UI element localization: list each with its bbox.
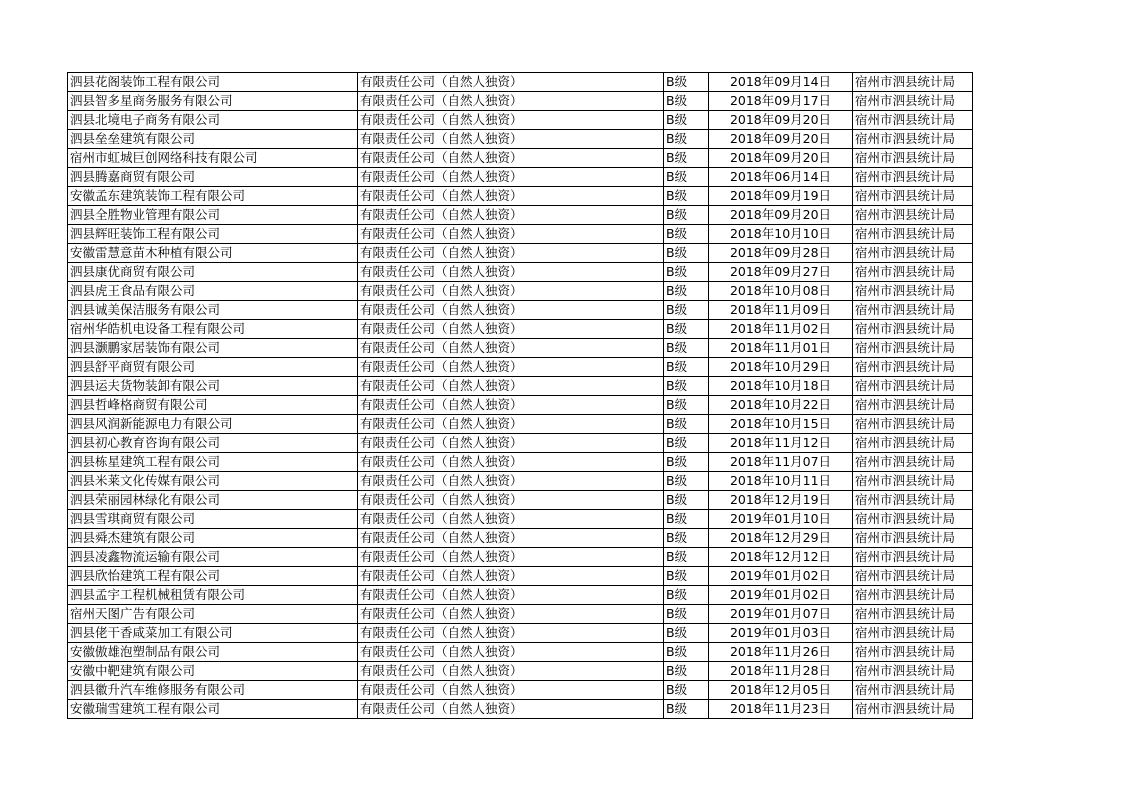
assessment-date-cell: 2018年11月07日: [709, 453, 853, 472]
company-type-cell: 有限责任公司（自然人独资）: [358, 643, 664, 662]
assessment-date-cell: 2018年11月26日: [709, 643, 853, 662]
company-name-cell: 泗县风润新能源电力有限公司: [68, 415, 358, 434]
credit-grade-cell: B级: [664, 472, 709, 491]
company-name-cell: 泗县哲峰格商贸有限公司: [68, 396, 358, 415]
authority-cell: 宿州市泗县统计局: [853, 681, 973, 700]
table-row: [68, 301, 973, 320]
table-row: [68, 206, 973, 225]
credit-grade-cell: B级: [664, 415, 709, 434]
credit-grade-cell: B级: [664, 187, 709, 206]
table-row: [68, 624, 973, 643]
table-row: [68, 187, 973, 206]
table-row: [68, 700, 973, 719]
credit-grade-cell: B级: [664, 149, 709, 168]
company-name-cell: 泗县荣丽园林绿化有限公司: [68, 491, 358, 510]
assessment-date-cell: 2018年10月18日: [709, 377, 853, 396]
assessment-date-cell: 2018年10月10日: [709, 225, 853, 244]
company-name-cell: 泗县初心教育咨询有限公司: [68, 434, 358, 453]
company-name-cell: 泗县佬干香咸菜加工有限公司: [68, 624, 358, 643]
credit-grade-cell: B级: [664, 681, 709, 700]
table-row: [68, 453, 973, 472]
authority-cell: 宿州市泗县统计局: [853, 415, 973, 434]
company-type-cell: 有限责任公司（自然人独资）: [358, 700, 664, 719]
table-row: [68, 681, 973, 700]
company-name-cell: 宿州华皓机电设备工程有限公司: [68, 320, 358, 339]
credit-grade-cell: B级: [664, 244, 709, 263]
assessment-date-cell: 2018年11月09日: [709, 301, 853, 320]
credit-grade-cell: B级: [664, 73, 709, 92]
company-name-cell: 泗县智多星商务服务有限公司: [68, 92, 358, 111]
assessment-date-cell: 2018年10月22日: [709, 396, 853, 415]
table-row: [68, 567, 973, 586]
assessment-date-cell: 2018年09月27日: [709, 263, 853, 282]
credit-grade-cell: B级: [664, 206, 709, 225]
company-name-cell: 泗县舜杰建筑有限公司: [68, 529, 358, 548]
table-row: [68, 548, 973, 567]
assessment-date-cell: 2019年01月07日: [709, 605, 853, 624]
assessment-date-cell: 2019年01月02日: [709, 586, 853, 605]
table-row: [68, 111, 973, 130]
company-name-cell: 宿州市虹城巨创网络科技有限公司: [68, 149, 358, 168]
company-type-cell: 有限责任公司（自然人独资）: [358, 263, 664, 282]
credit-grade-cell: B级: [664, 282, 709, 301]
credit-grade-cell: B级: [664, 586, 709, 605]
company-name-cell: 泗县诚美保洁服务有限公司: [68, 301, 358, 320]
company-type-cell: 有限责任公司（自然人独资）: [358, 187, 664, 206]
assessment-date-cell: 2018年11月02日: [709, 320, 853, 339]
company-type-cell: 有限责任公司（自然人独资）: [358, 624, 664, 643]
assessment-date-cell: 2018年09月20日: [709, 206, 853, 225]
authority-cell: 宿州市泗县统计局: [853, 73, 973, 92]
assessment-date-cell: 2018年11月23日: [709, 700, 853, 719]
assessment-date-cell: 2018年10月11日: [709, 472, 853, 491]
authority-cell: 宿州市泗县统计局: [853, 624, 973, 643]
assessment-date-cell: 2018年12月19日: [709, 491, 853, 510]
company-type-cell: 有限责任公司（自然人独资）: [358, 662, 664, 681]
authority-cell: 宿州市泗县统计局: [853, 529, 973, 548]
table-row: [68, 586, 973, 605]
authority-cell: 宿州市泗县统计局: [853, 301, 973, 320]
authority-cell: 宿州市泗县统计局: [853, 358, 973, 377]
company-type-cell: 有限责任公司（自然人独资）: [358, 491, 664, 510]
assessment-date-cell: 2018年12月12日: [709, 548, 853, 567]
credit-grade-cell: B级: [664, 225, 709, 244]
credit-grade-table: [67, 72, 973, 719]
table-row: [68, 434, 973, 453]
assessment-date-cell: 2019年01月02日: [709, 567, 853, 586]
table-row: [68, 510, 973, 529]
company-type-cell: 有限责任公司（自然人独资）: [358, 377, 664, 396]
company-type-cell: 有限责任公司（自然人独资）: [358, 301, 664, 320]
credit-grade-cell: B级: [664, 491, 709, 510]
authority-cell: 宿州市泗县统计局: [853, 263, 973, 282]
company-type-cell: 有限责任公司（自然人独资）: [358, 472, 664, 491]
authority-cell: 宿州市泗县统计局: [853, 339, 973, 358]
table-row: [68, 472, 973, 491]
company-type-cell: 有限责任公司（自然人独资）: [358, 529, 664, 548]
company-type-cell: 有限责任公司（自然人独资）: [358, 149, 664, 168]
table-row: [68, 415, 973, 434]
assessment-date-cell: 2018年11月01日: [709, 339, 853, 358]
company-type-cell: 有限责任公司（自然人独资）: [358, 225, 664, 244]
table-row: [68, 662, 973, 681]
table-row: [68, 605, 973, 624]
table-row: [68, 244, 973, 263]
company-name-cell: 泗县运夫货物装卸有限公司: [68, 377, 358, 396]
company-name-cell: 泗县雪琪商贸有限公司: [68, 510, 358, 529]
assessment-date-cell: 2018年09月20日: [709, 130, 853, 149]
table-body: [68, 73, 973, 719]
authority-cell: 宿州市泗县统计局: [853, 605, 973, 624]
company-name-cell: 泗县北境电子商务有限公司: [68, 111, 358, 130]
credit-grade-cell: B级: [664, 358, 709, 377]
authority-cell: 宿州市泗县统计局: [853, 187, 973, 206]
authority-cell: 宿州市泗县统计局: [853, 700, 973, 719]
credit-grade-cell: B级: [664, 529, 709, 548]
company-name-cell: 泗县孟宇工程机械租赁有限公司: [68, 586, 358, 605]
table-row: [68, 168, 973, 187]
company-name-cell: 安徽孟东建筑装饰工程有限公司: [68, 187, 358, 206]
credit-grade-cell: B级: [664, 92, 709, 111]
assessment-date-cell: 2018年11月12日: [709, 434, 853, 453]
company-name-cell: 安徽傲雄泡塑制品有限公司: [68, 643, 358, 662]
authority-cell: 宿州市泗县统计局: [853, 643, 973, 662]
credit-grade-cell: B级: [664, 510, 709, 529]
company-type-cell: 有限责任公司（自然人独资）: [358, 73, 664, 92]
table-row: [68, 491, 973, 510]
company-name-cell: 安徽雷慧意苗木种植有限公司: [68, 244, 358, 263]
assessment-date-cell: 2018年09月19日: [709, 187, 853, 206]
company-type-cell: 有限责任公司（自然人独资）: [358, 168, 664, 187]
assessment-date-cell: 2018年09月28日: [709, 244, 853, 263]
company-name-cell: 安徽瑞雪建筑工程有限公司: [68, 700, 358, 719]
company-name-cell: 泗县米莱文化传媒有限公司: [68, 472, 358, 491]
table-row: [68, 358, 973, 377]
credit-grade-cell: B级: [664, 624, 709, 643]
table-row: [68, 339, 973, 358]
company-name-cell: 泗县全胜物业管理有限公司: [68, 206, 358, 225]
authority-cell: 宿州市泗县统计局: [853, 149, 973, 168]
table-row: [68, 377, 973, 396]
company-type-cell: 有限责任公司（自然人独资）: [358, 453, 664, 472]
credit-grade-cell: B级: [664, 396, 709, 415]
authority-cell: 宿州市泗县统计局: [853, 206, 973, 225]
company-name-cell: 宿州天图广告有限公司: [68, 605, 358, 624]
authority-cell: 宿州市泗县统计局: [853, 491, 973, 510]
credit-grade-cell: B级: [664, 548, 709, 567]
company-name-cell: 泗县花阁装饰工程有限公司: [68, 73, 358, 92]
company-type-cell: 有限责任公司（自然人独资）: [358, 586, 664, 605]
company-name-cell: 泗县徽升汽车维修服务有限公司: [68, 681, 358, 700]
credit-grade-cell: B级: [664, 453, 709, 472]
company-type-cell: 有限责任公司（自然人独资）: [358, 320, 664, 339]
company-type-cell: 有限责任公司（自然人独资）: [358, 415, 664, 434]
assessment-date-cell: 2018年12月05日: [709, 681, 853, 700]
authority-cell: 宿州市泗县统计局: [853, 130, 973, 149]
company-type-cell: 有限责任公司（自然人独资）: [358, 130, 664, 149]
assessment-date-cell: 2018年09月17日: [709, 92, 853, 111]
authority-cell: 宿州市泗县统计局: [853, 377, 973, 396]
company-type-cell: 有限责任公司（自然人独资）: [358, 111, 664, 130]
authority-cell: 宿州市泗县统计局: [853, 320, 973, 339]
assessment-date-cell: 2018年10月15日: [709, 415, 853, 434]
assessment-date-cell: 2018年06月14日: [709, 168, 853, 187]
company-type-cell: 有限责任公司（自然人独资）: [358, 92, 664, 111]
authority-cell: 宿州市泗县统计局: [853, 168, 973, 187]
company-name-cell: 泗县虎王食品有限公司: [68, 282, 358, 301]
assessment-date-cell: 2019年01月03日: [709, 624, 853, 643]
table-row: [68, 396, 973, 415]
table-row: [68, 320, 973, 339]
credit-grade-cell: B级: [664, 130, 709, 149]
company-name-cell: 泗县欣怡建筑工程有限公司: [68, 567, 358, 586]
table-row: [68, 263, 973, 282]
credit-grade-cell: B级: [664, 662, 709, 681]
company-type-cell: 有限责任公司（自然人独资）: [358, 244, 664, 263]
company-type-cell: 有限责任公司（自然人独资）: [358, 548, 664, 567]
company-name-cell: 泗县凌鑫物流运输有限公司: [68, 548, 358, 567]
company-type-cell: 有限责任公司（自然人独资）: [358, 681, 664, 700]
assessment-date-cell: 2018年09月14日: [709, 73, 853, 92]
credit-grade-cell: B级: [664, 263, 709, 282]
company-type-cell: 有限责任公司（自然人独资）: [358, 396, 664, 415]
authority-cell: 宿州市泗县统计局: [853, 472, 973, 491]
company-name-cell: 泗县舒平商贸有限公司: [68, 358, 358, 377]
credit-grade-cell: B级: [664, 643, 709, 662]
assessment-date-cell: 2018年10月29日: [709, 358, 853, 377]
authority-cell: 宿州市泗县统计局: [853, 244, 973, 263]
credit-grade-cell: B级: [664, 700, 709, 719]
credit-grade-cell: B级: [664, 605, 709, 624]
company-name-cell: 泗县腾嘉商贸有限公司: [68, 168, 358, 187]
table-row: [68, 73, 973, 92]
authority-cell: 宿州市泗县统计局: [853, 111, 973, 130]
authority-cell: 宿州市泗县统计局: [853, 662, 973, 681]
company-name-cell: 泗县灏鹏家居装饰有限公司: [68, 339, 358, 358]
assessment-date-cell: 2018年10月08日: [709, 282, 853, 301]
table-row: [68, 529, 973, 548]
company-name-cell: 泗县康优商贸有限公司: [68, 263, 358, 282]
assessment-date-cell: 2018年11月28日: [709, 662, 853, 681]
company-type-cell: 有限责任公司（自然人独资）: [358, 282, 664, 301]
credit-grade-cell: B级: [664, 320, 709, 339]
credit-grade-cell: B级: [664, 567, 709, 586]
authority-cell: 宿州市泗县统计局: [853, 282, 973, 301]
authority-cell: 宿州市泗县统计局: [853, 92, 973, 111]
authority-cell: 宿州市泗县统计局: [853, 548, 973, 567]
authority-cell: 宿州市泗县统计局: [853, 510, 973, 529]
table-row: [68, 225, 973, 244]
assessment-date-cell: 2018年12月29日: [709, 529, 853, 548]
table-row: [68, 130, 973, 149]
company-type-cell: 有限责任公司（自然人独资）: [358, 510, 664, 529]
credit-grade-cell: B级: [664, 339, 709, 358]
company-type-cell: 有限责任公司（自然人独资）: [358, 605, 664, 624]
company-name-cell: 泗县栋星建筑工程有限公司: [68, 453, 358, 472]
credit-grade-cell: B级: [664, 301, 709, 320]
authority-cell: 宿州市泗县统计局: [853, 586, 973, 605]
credit-grade-cell: B级: [664, 377, 709, 396]
company-type-cell: 有限责任公司（自然人独资）: [358, 206, 664, 225]
assessment-date-cell: 2018年09月20日: [709, 149, 853, 168]
table-row: [68, 149, 973, 168]
table-row: [68, 92, 973, 111]
authority-cell: 宿州市泗县统计局: [853, 453, 973, 472]
company-name-cell: 安徽中靶建筑有限公司: [68, 662, 358, 681]
table-row: [68, 282, 973, 301]
authority-cell: 宿州市泗县统计局: [853, 225, 973, 244]
company-type-cell: 有限责任公司（自然人独资）: [358, 567, 664, 586]
authority-cell: 宿州市泗县统计局: [853, 567, 973, 586]
credit-grade-cell: B级: [664, 168, 709, 187]
authority-cell: 宿州市泗县统计局: [853, 434, 973, 453]
credit-grade-cell: B级: [664, 434, 709, 453]
assessment-date-cell: 2019年01月10日: [709, 510, 853, 529]
assessment-date-cell: 2018年09月20日: [709, 111, 853, 130]
authority-cell: 宿州市泗县统计局: [853, 396, 973, 415]
table-row: [68, 643, 973, 662]
company-name-cell: 泗县垒垒建筑有限公司: [68, 130, 358, 149]
company-type-cell: 有限责任公司（自然人独资）: [358, 339, 664, 358]
company-type-cell: 有限责任公司（自然人独资）: [358, 434, 664, 453]
company-name-cell: 泗县辉旺装饰工程有限公司: [68, 225, 358, 244]
credit-grade-cell: B级: [664, 111, 709, 130]
company-type-cell: 有限责任公司（自然人独资）: [358, 358, 664, 377]
